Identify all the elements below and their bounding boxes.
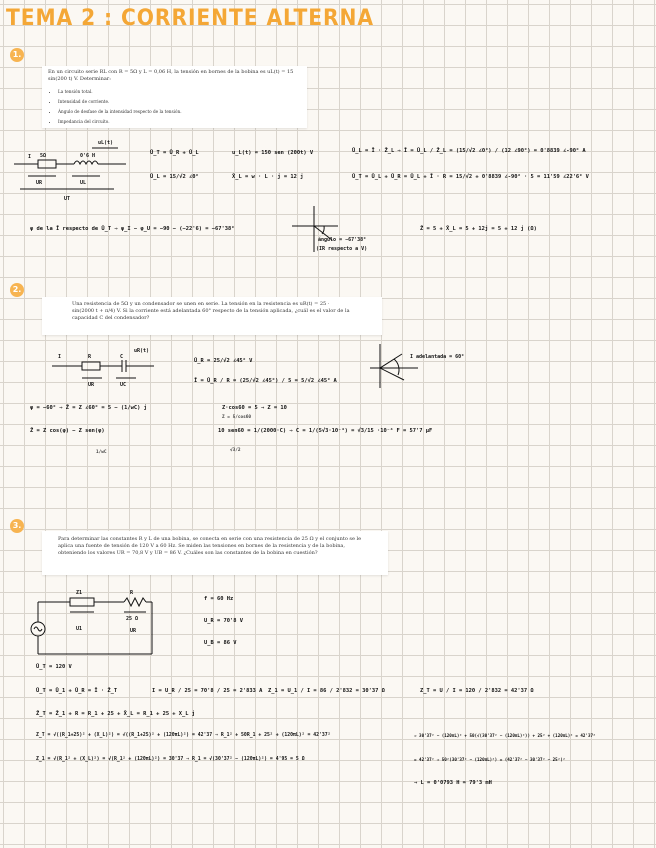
p2-work-note: √3/2 [230, 448, 241, 453]
circuit-label-ur: UR [130, 628, 137, 634]
problem-1-item: • Ángulo de desfase de la intensidad respecto de la tensión. [58, 107, 301, 117]
problem-3-number: 3. [10, 519, 24, 533]
p3-work-line: = 42'37² ⇒ 50²(30'37² − (120πL)²) = (42'37² − 30'37² − 25²)² [414, 757, 566, 762]
p1-work-line: X̄_L = w · L · j = 12 j [232, 174, 304, 180]
p1-work-line: Ū_T = Ū_L + Ū_R = Ū_L + Ī · R = 15/√2 + 0'8839 ∠-90° · 5 = 11'59 ∠22'6° V [352, 174, 589, 180]
problem-1-number: 1. [10, 48, 24, 62]
circuit-label-c: C [120, 354, 124, 360]
problem-2-number: 2. [10, 283, 24, 297]
circuit-label-uc: UC [120, 382, 127, 388]
circuit-label-z1: Z1 [76, 590, 83, 596]
circuit-label-current: I [58, 354, 62, 360]
circuit-label-u1: U1 [76, 626, 83, 632]
p2-work-note: 1/wC [96, 450, 107, 455]
circuit-label-current: I [28, 154, 32, 160]
problem-1-item: • Intensidad de corriente. [58, 97, 301, 107]
p3-work-line: ⇒ L = 0'0793 H = 79'3 mH [414, 780, 492, 786]
circuit-label-ur: UR [36, 180, 43, 186]
circuit-label-r: R [88, 354, 92, 360]
problem-1-phasor-diagram [288, 204, 368, 256]
problem-1-item: • Impedancia del circuito. [58, 117, 301, 127]
problem-1-circuit-diagram [14, 134, 134, 204]
p3-work-line: Z_1 = √(R_1² + (X_L)²) = √(R_1² + (120πL)²) = 30'37 ⇒ R_1 = √(30'37² − (120πL)²) = 4'95 = 5 Ω [36, 757, 305, 762]
p3-work-line: Ū_T = Ū_1 + Ū_R = Ī · Z̄_T [36, 688, 118, 694]
p2-work-line: 10 sen60 = 1/(2000·C) ⇒ C = 1/(5√3·10⁻⁴) = √3/15 ·10⁻⁴ F = 57'7 μF [218, 428, 433, 434]
problem-2-statement: Una resistencia de 5Ω y un condensador se unen en serie. La tensión en la resistencia es uR(t) = 25 · sin(2000 t + π/4) V. Si la corriente está adelantada 60° respecto de la tensión aplicada, ¿cuál es el valor de la capacidad C del condensador? [72, 301, 350, 321]
p2-work-line: Ū_R = 25/√2 ∠45° V [194, 358, 253, 364]
p2-work-line: Z·cos60 = 5 ⇒ Z = 10 [222, 405, 287, 411]
circuit-label-ul: UL [80, 180, 87, 186]
problem-1-statement-card [42, 66, 307, 128]
p2-work-line: Z̄ = Z cos(φ) − Z sen(φ) [30, 428, 105, 434]
p2-work-line: Ī = Ū_R / R = (25/√2 ∠45°) / 5 = 5/√2 ∠45° A [194, 378, 337, 384]
p1-work-line: u_L(t) = 150 sen (200t) V [232, 150, 314, 156]
phasor-label-reference: (IR respecto a V) [316, 246, 368, 252]
circuit-label-r: R [130, 590, 134, 596]
circuit-label-25-ohm: 25 Ω [126, 616, 139, 622]
phasor-label-angle: I adelantada = 60° [410, 354, 465, 360]
page-title: TEMA 2 : CORRIENTE ALTERNA [6, 6, 374, 31]
circuit-label-ul-t: uL(t) [98, 140, 114, 146]
problem-1-item: • La tensión total. [58, 87, 301, 97]
p3-work-line: U_R = 70'8 V [204, 618, 243, 624]
p3-work-line: Z_T = U / I = 120 / 2'832 = 42'37 Ω [420, 688, 534, 694]
problem-2-circuit-diagram [52, 344, 164, 414]
p3-work-line: U_B = 86 V [204, 640, 237, 646]
phasor-label-angle: ángulo = −67'38° [318, 237, 367, 243]
p3-work-line: ⇒ 30'37² − (120πL)² + 50(√(30'37² − (120πL)²)) + 25² + (120πL)² = 42'37² [414, 733, 596, 738]
problem-1-items [48, 87, 301, 127]
problem-3-circuit-diagram [28, 586, 158, 662]
p1-work-line: Z̄ = 5 + X̄_L = 5 + 12j = 5 + 12 j (Ω) [420, 226, 537, 232]
circuit-label-resistance: 5Ω [40, 153, 47, 159]
p3-work-line: f = 60 Hz [204, 596, 234, 602]
circuit-label-ur: UR [88, 382, 95, 388]
p3-work-line: Z̄_T = Z̄_1 + R = R_1 + 25 + X̄_L = R_1 + 25 + X_L j [36, 711, 196, 717]
problem-3-statement-card [42, 531, 388, 575]
p1-work-line: Ū_T = Ū_R + Ū_L [150, 150, 199, 156]
p3-work-line: I = U_R / 25 = 70'8 / 25 = 2'833 A [152, 688, 263, 694]
problem-1-statement: En un circuito serie RL con R = 5Ω y L = 0,06 H, la tensión en bornes de la bobina es uL(t) = 15 sin(200 t) V. Determinar: [48, 69, 294, 82]
problem-3-statement: Para determinar las constantes R y L de una bobina, se conecta en serie con una resistencia de 25 Ω y el conjunto se le aplica una fuente de tensión de 120 V a 60 Hz. Se miden las tensiones en bornes de la resistencia y de la bobina, obteniendo los valores UR = 70,8 V y UB = 86 V. ¿Cuáles son las constantes de la bobina en cuestión? [58, 536, 362, 556]
circuit-label-inductance: 0'6 H [80, 153, 96, 159]
problem-2-statement-card [42, 297, 382, 335]
p1-work-line: Ū_L = Ī · Z̄_L ⇒ Ī = Ū_L / Z̄_L = (15/√2 ∠0°) / (12 ∠90°) = 0'8839 ∠-90° A [352, 148, 586, 154]
p1-work-line: φ de la Ī respecto de Ū_T ⇒ φ_I − φ_U = −90 − (−22'6) = −67'38° [30, 226, 235, 232]
p3-work-line: Ū_T = 120 V [36, 664, 72, 670]
p1-work-line: Ū_L = 15/√2 ∠0° [150, 174, 199, 180]
problem-2-phasor-diagram [366, 340, 476, 390]
p3-work-line: Z_T = √((R_1+25)² + (X_L)²) = √((R_1+25)² + (120πL)²) = 42'37 ⇒ R_1² + 50R_1 + 25² + (120πL)² = 42'37² [36, 733, 331, 738]
p2-work-line: φ = −60° ⇒ Z̄ = Z ∠60° = 5 − (1/wC) j [30, 405, 147, 411]
p3-work-line: Z_1 = U_1 / I = 86 / 2'832 = 30'37 Ω [268, 688, 385, 694]
circuit-label-ur-t: uR(t) [134, 348, 150, 354]
circuit-label-ut: UT [64, 196, 71, 202]
p2-work-note: Z = 5/cos60 [222, 415, 252, 420]
